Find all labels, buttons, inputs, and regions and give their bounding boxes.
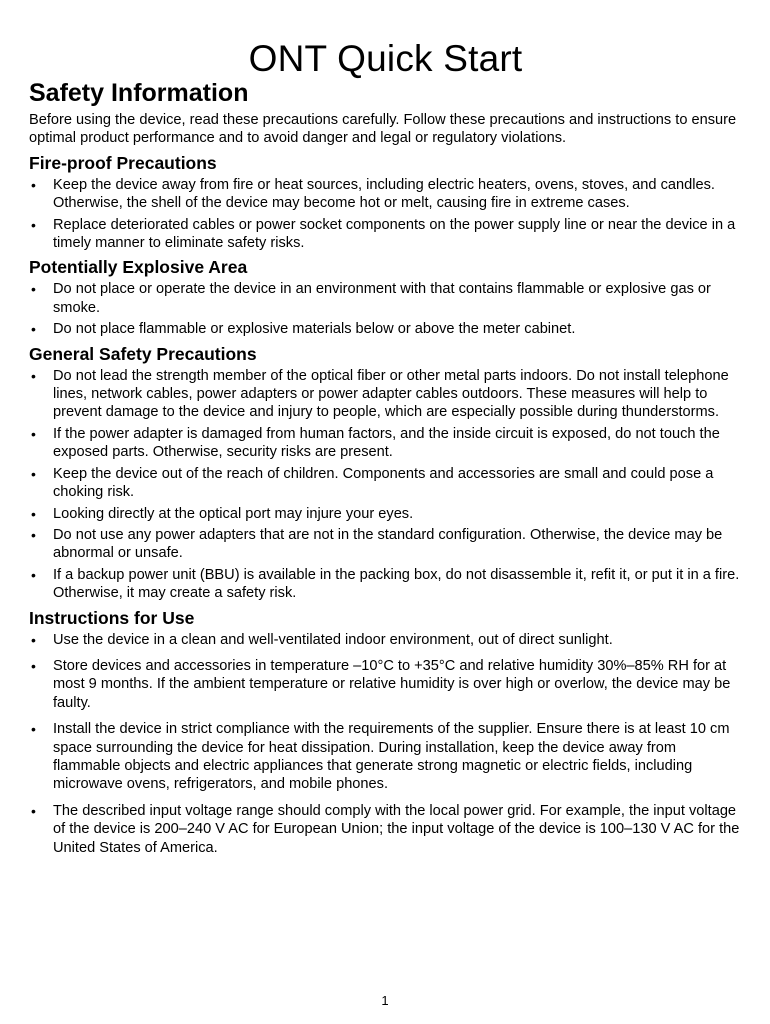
intro-paragraph: Before using the device, read these precautions carefully. Follow these precautions and instructions to ensure optimal product performance and to avoid danger and legal or regulatory violations.	[29, 112, 737, 147]
list-item: • Do not use any power adapters that are not in the standard configuration. Otherwise, the device may be abnormal or unsafe.	[29, 526, 742, 563]
list-item: • Keep the device out of the reach of children. Components and accessories are small and could pose a choking risk.	[29, 465, 742, 502]
general-list	[29, 367, 742, 603]
explosive-heading: Potentially Explosive Area	[29, 257, 248, 278]
list-item: • Install the device in strict compliance with the requirements of the supplier. Ensure there is at least 10 cm space surrounding the device for heat dissipation. During installation, keep the device away from flammable objects and electric appliances that generate strong magnetic or electric fields, including microwave ovens, refrigerators, and mobile phones.	[29, 720, 742, 794]
list-item: • Do not place or operate the device in an environment with that contains flammable or explosive gas or smoke.	[29, 280, 742, 317]
fire-heading: Fire-proof Precautions	[29, 152, 217, 173]
list-item: • The described input voltage range should comply with the local power grid. For example, the input voltage of the device is 200–240 V AC for European Union; the input voltage of the device is 100–130 V AC for the United States of America.	[29, 802, 742, 857]
list-item: • If a backup power unit (BBU) is available in the packing box, do not disassemble it, refit it, or put it in a fire. Otherwise, it may create a safety risk.	[29, 566, 742, 603]
usage-heading: Instructions for Use	[29, 607, 195, 628]
section-title: Safety Information	[29, 79, 249, 107]
list-item: • Looking directly at the optical port may injure your eyes.	[29, 505, 742, 523]
fire-list	[29, 176, 742, 253]
explosive-list	[29, 280, 742, 338]
list-item: • Replace deteriorated cables or power socket components on the power supply line or near the device in a timely manner to eliminate safety risks.	[29, 216, 742, 253]
list-item: • Do not place flammable or explosive materials below or above the meter cabinet.	[29, 320, 742, 338]
list-item: • If the power adapter is damaged from human factors, and the inside circuit is exposed, do not touch the exposed parts. Otherwise, security risks are present.	[29, 425, 742, 462]
list-item: • Do not lead the strength member of the optical fiber or other metal parts indoors. Do not install telephone lines, network cables, power adapters or power adapter cables outdoors. These measures will help to prevent damage to the device and injury to people, which are especially possible during thunderstorms.	[29, 367, 742, 422]
list-item: • Store devices and accessories in temperature –10°C to +35°C and relative humidity 30%–85% RH for at most 9 months. If the ambient temperature or relative humidity is over high or overlow, the device may be faulty.	[29, 657, 742, 712]
list-item: • Keep the device away from fire or heat sources, including electric heaters, ovens, stoves, and candles. Otherwise, the shell of the device may become hot or melt, causing fire in extreme cases.	[29, 176, 742, 213]
list-item: • Use the device in a clean and well-ventilated indoor environment, out of direct sunlight.	[29, 631, 742, 649]
general-heading: General Safety Precautions	[29, 343, 257, 364]
page-number: 1	[381, 993, 389, 1008]
document-title: ONT Quick Start	[248, 38, 523, 79]
usage-list	[29, 631, 742, 857]
